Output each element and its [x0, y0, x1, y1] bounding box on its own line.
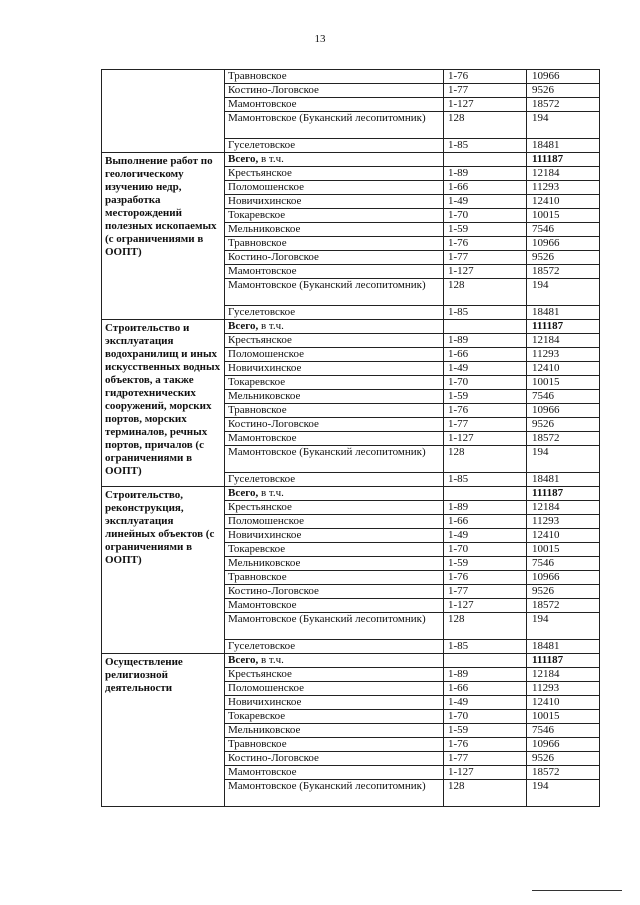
quarters: 1-127 — [444, 98, 527, 112]
area-ha: 9526 — [527, 585, 600, 599]
area-ha: 12184 — [527, 501, 600, 515]
quarters: 1-77 — [444, 251, 527, 265]
quarters: 1-49 — [444, 529, 527, 543]
total-area-ha: 111187 — [527, 153, 600, 167]
quarters: 1-49 — [444, 696, 527, 710]
quarters: 1-66 — [444, 682, 527, 696]
area-ha: 9526 — [527, 251, 600, 265]
quarters: 1-70 — [444, 710, 527, 724]
area-ha: 9526 — [527, 418, 600, 432]
forestry-name: Мельниковское — [225, 557, 444, 571]
area-ha: 12410 — [527, 529, 600, 543]
area-ha: 18572 — [527, 766, 600, 780]
quarters: 1-77 — [444, 585, 527, 599]
total-label-word: Всего, — [228, 654, 259, 666]
total-quarters — [444, 153, 527, 167]
quarters: 1-85 — [444, 306, 527, 320]
total-label — [225, 654, 444, 668]
total-label — [225, 320, 444, 334]
quarters: 1-127 — [444, 766, 527, 780]
area-ha: 18572 — [527, 98, 600, 112]
quarters: 1-49 — [444, 195, 527, 209]
quarters: 1-85 — [444, 473, 527, 487]
total-row — [102, 654, 600, 668]
quarters: 1-66 — [444, 348, 527, 362]
total-label-suffix: в т.ч. — [260, 153, 284, 165]
signature-line — [532, 890, 622, 891]
area-ha: 7546 — [527, 390, 600, 404]
forestry-name: Мамонтовское (Буканский лесопитомник) — [225, 112, 444, 139]
quarters: 1-127 — [444, 599, 527, 613]
forestry-name: Новичихинское — [225, 362, 444, 376]
forestry-name: Поломошенское — [225, 181, 444, 195]
quarters: 1-76 — [444, 571, 527, 585]
area-ha: 10966 — [527, 738, 600, 752]
area-ha: 9526 — [527, 84, 600, 98]
area-ha: 7546 — [527, 557, 600, 571]
forestry-name: Гуселетовское — [225, 640, 444, 654]
area-ha: 10015 — [527, 543, 600, 557]
forestry-name: Мельниковское — [225, 724, 444, 738]
forestry-name: Гуселетовское — [225, 306, 444, 320]
area-ha: 11293 — [527, 181, 600, 195]
quarters: 1-59 — [444, 390, 527, 404]
forestry-name: Токаревское — [225, 543, 444, 557]
total-label — [225, 487, 444, 501]
forestry-name: Травновское — [225, 70, 444, 84]
table-body — [102, 70, 600, 807]
area-ha: 11293 — [527, 515, 600, 529]
area-ha: 18572 — [527, 599, 600, 613]
total-label-word: Всего, — [228, 487, 259, 499]
quarters: 1-127 — [444, 265, 527, 279]
activity-cell: Строительство и эксплуатация водохранилищ и иных искусственных водных объектов, а также гидротехнических сооружений, морских портов, морских терминалов, речных портов, причалов (с ограничениями в ООПТ) — [102, 320, 225, 487]
forestry-name: Травновское — [225, 738, 444, 752]
area-ha: 10015 — [527, 710, 600, 724]
area-ha: 12410 — [527, 195, 600, 209]
quarters: 1-70 — [444, 376, 527, 390]
quarters: 1-77 — [444, 84, 527, 98]
forestry-name: Поломошенское — [225, 682, 444, 696]
forestry-name: Крестьянское — [225, 167, 444, 181]
quarters: 1-85 — [444, 640, 527, 654]
quarters: 1-59 — [444, 557, 527, 571]
area-ha: 10015 — [527, 376, 600, 390]
area-ha: 12184 — [527, 334, 600, 348]
total-row — [102, 320, 600, 334]
forestry-name: Поломошенское — [225, 348, 444, 362]
activity-cell: Строительство, реконструкция, эксплуатация линейных объектов (с ограничениями в ООПТ) — [102, 487, 225, 654]
forestry-name: Травновское — [225, 571, 444, 585]
forestry-name: Новичихинское — [225, 529, 444, 543]
forestry-name: Мельниковское — [225, 390, 444, 404]
total-label-suffix: в т.ч. — [260, 654, 284, 666]
total-label-word: Всего, — [228, 320, 259, 332]
page-number: 13 — [314, 33, 326, 45]
forestry-name: Мамонтовское — [225, 265, 444, 279]
area-ha: 10966 — [527, 70, 600, 84]
quarters: 1-127 — [444, 432, 527, 446]
activity-cell: Осуществление религиозной деятельности — [102, 654, 225, 807]
quarters: 1-59 — [444, 724, 527, 738]
quarters: 128 — [444, 112, 527, 139]
area-ha: 194 — [527, 279, 600, 306]
area-ha: 194 — [527, 446, 600, 473]
total-area-ha: 111187 — [527, 487, 600, 501]
area-ha: 10966 — [527, 237, 600, 251]
area-ha: 194 — [527, 780, 600, 807]
area-ha: 12184 — [527, 167, 600, 181]
quarters: 1-76 — [444, 70, 527, 84]
forest-area-table — [101, 69, 600, 807]
forestry-name: Мамонтовское (Буканский лесопитомник) — [225, 446, 444, 473]
quarters: 1-89 — [444, 334, 527, 348]
forestry-name: Костино-Логовское — [225, 418, 444, 432]
forestry-name: Костино-Логовское — [225, 752, 444, 766]
quarters: 1-70 — [444, 543, 527, 557]
forestry-name: Костино-Логовское — [225, 251, 444, 265]
area-ha: 10015 — [527, 209, 600, 223]
quarters: 1-76 — [444, 404, 527, 418]
area-ha: 11293 — [527, 348, 600, 362]
forestry-name: Мамонтовское (Буканский лесопитомник) — [225, 780, 444, 807]
quarters: 1-66 — [444, 181, 527, 195]
total-label — [225, 153, 444, 167]
quarters: 1-70 — [444, 209, 527, 223]
total-label-suffix: в т.ч. — [260, 320, 284, 332]
area-ha: 194 — [527, 613, 600, 640]
area-ha: 7546 — [527, 724, 600, 738]
area-ha: 11293 — [527, 682, 600, 696]
area-ha: 18481 — [527, 473, 600, 487]
forestry-name: Поломошенское — [225, 515, 444, 529]
quarters: 1-76 — [444, 237, 527, 251]
area-ha: 12184 — [527, 668, 600, 682]
forestry-name: Токаревское — [225, 209, 444, 223]
forestry-name: Травновское — [225, 404, 444, 418]
quarters: 128 — [444, 780, 527, 807]
forestry-name: Мамонтовское — [225, 432, 444, 446]
forestry-name: Гуселетовское — [225, 473, 444, 487]
quarters: 1-49 — [444, 362, 527, 376]
total-quarters — [444, 320, 527, 334]
forestry-name: Токаревское — [225, 376, 444, 390]
table-row — [102, 70, 600, 84]
area-ha: 18572 — [527, 432, 600, 446]
forestry-name: Новичихинское — [225, 195, 444, 209]
forestry-name: Костино-Логовское — [225, 84, 444, 98]
quarters: 128 — [444, 446, 527, 473]
activity-cell: Выполнение работ по геологическому изучению недр, разработка месторождений полезных ископаемых (с ограничениями в ООПТ) — [102, 153, 225, 320]
quarters: 1-85 — [444, 139, 527, 153]
total-row — [102, 487, 600, 501]
area-ha: 10966 — [527, 571, 600, 585]
area-ha: 18481 — [527, 306, 600, 320]
total-quarters — [444, 487, 527, 501]
forestry-name: Травновское — [225, 237, 444, 251]
forestry-name: Мамонтовское (Буканский лесопитомник) — [225, 279, 444, 306]
activity-cell-continued — [102, 70, 225, 153]
forestry-name: Крестьянское — [225, 501, 444, 515]
forestry-name: Токаревское — [225, 710, 444, 724]
area-ha: 18572 — [527, 265, 600, 279]
quarters: 1-59 — [444, 223, 527, 237]
area-ha: 10966 — [527, 404, 600, 418]
forestry-name: Мамонтовское — [225, 766, 444, 780]
total-label-suffix: в т.ч. — [260, 487, 284, 499]
total-area-ha: 111187 — [527, 320, 600, 334]
total-row — [102, 153, 600, 167]
quarters: 1-89 — [444, 167, 527, 181]
area-ha: 194 — [527, 112, 600, 139]
total-quarters — [444, 654, 527, 668]
area-ha: 12410 — [527, 696, 600, 710]
forestry-name: Крестьянское — [225, 668, 444, 682]
area-ha: 9526 — [527, 752, 600, 766]
forestry-name: Костино-Логовское — [225, 585, 444, 599]
total-label-word: Всего, — [228, 153, 259, 165]
quarters: 1-66 — [444, 515, 527, 529]
quarters: 1-89 — [444, 668, 527, 682]
area-ha: 12410 — [527, 362, 600, 376]
quarters: 1-76 — [444, 738, 527, 752]
area-ha: 18481 — [527, 640, 600, 654]
forestry-name: Крестьянское — [225, 334, 444, 348]
forestry-name: Мамонтовское — [225, 599, 444, 613]
forestry-name: Гуселетовское — [225, 139, 444, 153]
quarters: 128 — [444, 613, 527, 640]
forestry-name: Мельниковское — [225, 223, 444, 237]
area-ha: 7546 — [527, 223, 600, 237]
forestry-name: Мамонтовское (Буканский лесопитомник) — [225, 613, 444, 640]
quarters: 1-77 — [444, 752, 527, 766]
forestry-name: Мамонтовское — [225, 98, 444, 112]
forestry-name: Новичихинское — [225, 696, 444, 710]
total-area-ha: 111187 — [527, 654, 600, 668]
quarters: 128 — [444, 279, 527, 306]
quarters: 1-77 — [444, 418, 527, 432]
area-ha: 18481 — [527, 139, 600, 153]
quarters: 1-89 — [444, 501, 527, 515]
